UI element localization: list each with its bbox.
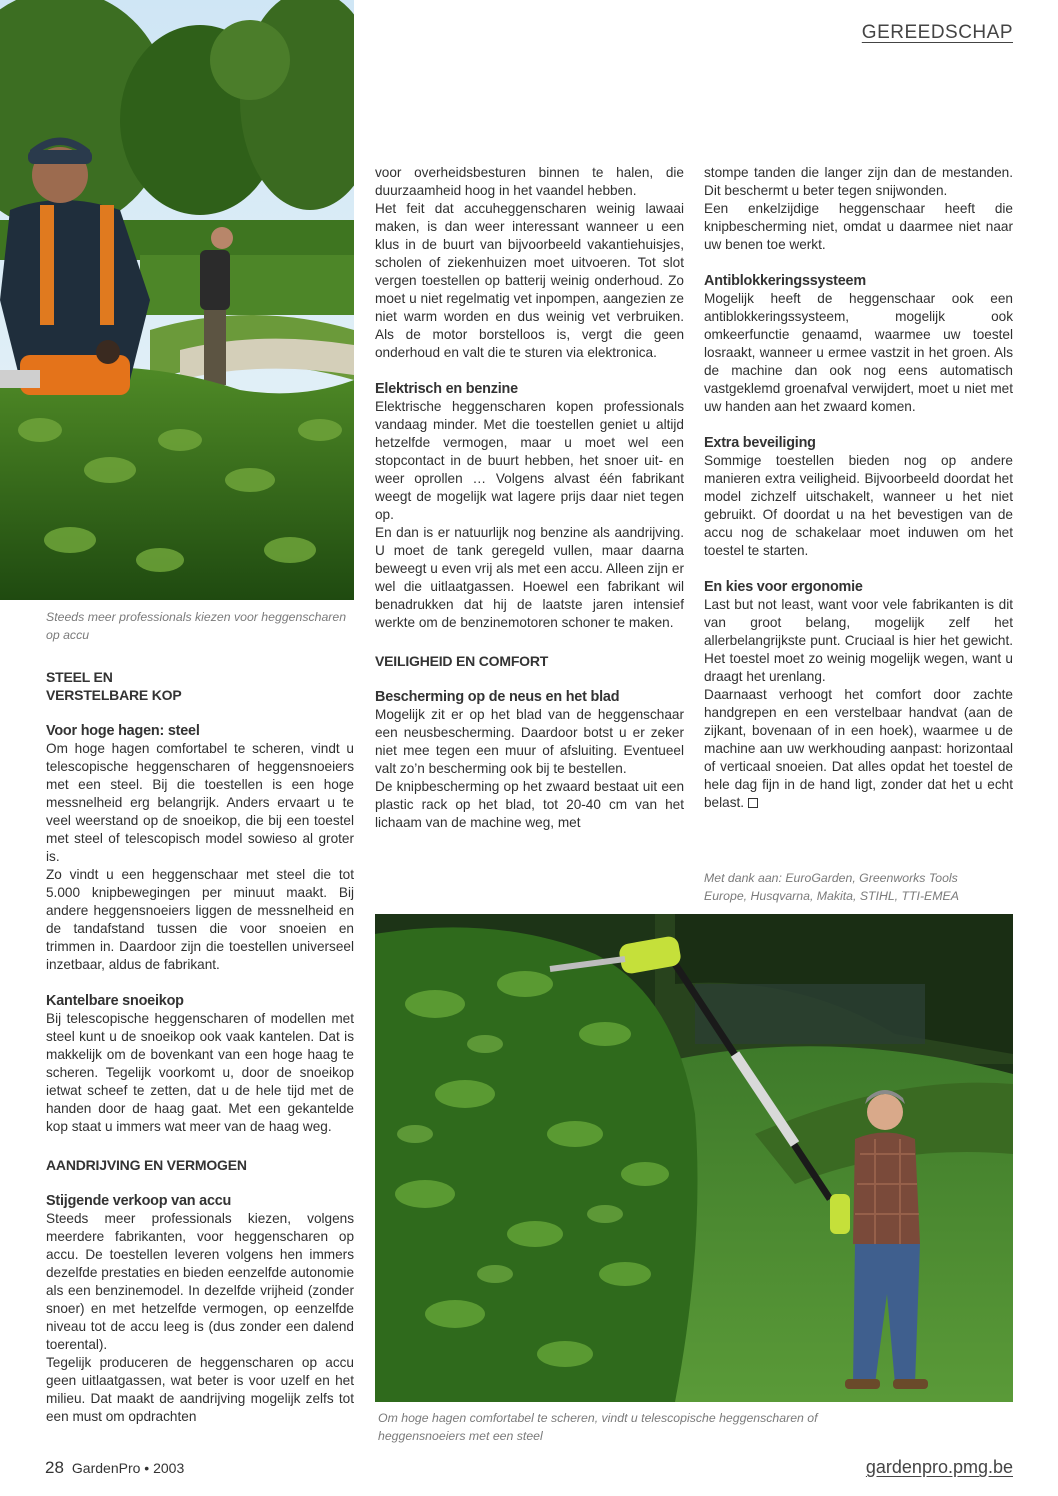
footer-page-info <box>45 1458 184 1478</box>
footer-url[interactable]: gardenpro.pmg.be <box>865 1457 1013 1477</box>
paragraph: Steeds meer professionals kiezen, volgens meerdere fabrikanten, voor heggenscharen op accu. De toestellen leveren volgens hen immers dezelfde prestaties en bieden eenzelfde autonomie als een benzinemodel. In dezelfde vrijheid (zonder snoer) en met hetzelfde vermogen, op eenzelfde niveau tot de accu leeg is (dus zonder een dalend toerental). <box>46 1211 354 1352</box>
heading-aandrijving: AANDRIJVING EN VERMOGEN <box>46 1157 247 1173</box>
column-1 <box>46 648 354 1426</box>
paragraph: voor overheidsbesturen binnen te halen, die duurzaamheid hoog in het vaandel hebben. <box>375 165 684 198</box>
photo-telescopic-trimmer <box>375 914 1013 1402</box>
credits: Met dank aan: EuroGarden, Greenworks Tools Europe, Husqvarna, Makita, STIHL, TTI-EMEA <box>704 871 959 903</box>
column-3 <box>704 164 1013 812</box>
telescopic-trimmer-photo-icon <box>375 914 1013 1402</box>
page-number: 28 <box>45 1458 64 1477</box>
paragraph: De knipbescherming op het zwaard bestaat uit een plastic rack op het blad, tot 20-40 cm van het lichaam van de machine weg, met <box>375 779 684 830</box>
column-2 <box>375 164 684 832</box>
paragraph: Tegelijk produceren de heggenscharen op accu geen uitlaatgassen, wat beter is voor uzelf en het milieu. Dat maakt de aandrijving mogelijk zelfs tot een must om opdrachten <box>46 1355 354 1424</box>
subheading-extra-beveiliging: Extra beveiliging <box>704 435 816 451</box>
photo-caption-bottom: Om hoge hagen comfortabel te scheren, vindt u telescopische heggenscharen of heggensnoeiers met een steel <box>378 1411 818 1443</box>
paragraph: stompe tanden die langer zijn dan de mestanden. Dit beschermt u beter tegen snijwonden. <box>704 165 1013 198</box>
paragraph: Sommige toestellen bieden nog op andere manieren extra veiligheid. Bijvoorbeeld doordat het model zichzelf uitschakelt, wanneer u het niet gebruikt. Of doordat u na het bevestigen van de accu nog de schakelaar moet induwen om het toestel te starten. <box>704 453 1013 558</box>
subheading-antiblokkering: Antiblokkeringssysteem <box>704 273 866 289</box>
paragraph: Elektrische heggenscharen kopen professionals vandaag minder. Met die toestellen geniet u altijd hetzelfde vermogen, maar u moet wel een stopcontact in de buurt hebben, het snoer uit- en weer oprollen … Volgens alvast één fabrikant weegt de mogelijk wat lagere prijs daar niet tegen op. <box>375 399 684 522</box>
subheading-bescherming: Bescherming op de neus en het blad <box>375 689 620 705</box>
paragraph: Bij telescopische heggenscharen of modellen met steel kunt u de snoeikop ook vaak kantelen. Dat is makkelijk om de bovenkant van een hoge haag te scheren. Tegelijk voorkomt u, door de snoeikop ietwat scheef te zetten, dat u de hele tijd met de handen door de haag gaat. Met een gekantelde kop staat u immers wat meer van de haag weg. <box>46 1011 354 1134</box>
photo-caption-top: Steeds meer professionals kiezen voor heggenscharen op accu <box>46 610 347 642</box>
paragraph: Mogelijk heeft de heggenschaar ook een antiblokkeringssysteem, mogelijk ook omkeerfunctie genaamd, waarmee uw toestel losraakt, wanneer u ermee vastzit in het groen. Als de machine dan ook nog eens automatisch vastgeklemd groenafval verwijdert, moet u niet met uw handen aan het zwaard komen. <box>704 291 1013 414</box>
paragraph: Om hoge hagen comfortabel te scheren, vindt u telescopische heggenscharen of heggensnoeiers met een steel. Bij die toestellen is een hoge messnelheid erg belangrijk. Anders ervaart u te veel weerstand op de snoeikop, die bij een toestel met steel of telescopisch model sowieso al groter is. <box>46 741 354 864</box>
heading-steel: STEEL EN VERSTELBARE KOP <box>46 669 182 703</box>
paragraph: Zo vindt u een heggenschaar met steel die tot 5.000 knipbewegingen per minuut maakt. Bij andere heggensnoeiers liggen de messnelheid en de tandafstand tussen die voor snoeien en trimmen in. Daardoor zijn die toestellen universeel inzetbaar, aldus de fabrikant. <box>46 867 354 972</box>
photo-gardeners <box>0 0 354 600</box>
gardeners-photo-icon <box>0 0 354 600</box>
paragraph: Last but not least, want voor vele fabrikanten is dit van groot belang, mogelijk zelf het allerbelangrijkste punt. Cruciaal is hier het gewicht. Het toestel moet zo weinig mogelijk wegen, want u draagt het urenlang. <box>704 597 1013 684</box>
paragraph-text: Daarnaast verhoogt het comfort door zachte handgrepen en een verstelbaar handvat (aan de zijkant, bovenaan of in een hoek), waarmee u de machine aan uw werkhouding aanpast: horizontaal of verticaal snoeien. Dat alles opdat het toestel de hele dag fijn in de hand ligt, zonder dat het u echt belast. <box>704 687 1013 810</box>
paragraph: Een enkelzijdige heggenschaar heeft die knipbescherming niet, omdat u daarmee niet naar uw benen toe werkt. <box>704 201 1013 252</box>
magazine-name: GardenPro • 2003 <box>71 1460 185 1476</box>
subheading-hoge-hagen: Voor hoge hagen: steel <box>46 723 200 739</box>
end-mark-icon <box>748 798 758 808</box>
section-tag: GEREEDSCHAP <box>861 22 1013 43</box>
paragraph: Het feit dat accuheggenscharen weinig lawaai maken, is dan weer interessant wanneer u een klus in de buurt van bijvoorbeeld vakantiehuisjes, scholen of ziekenhuizen moet uitvoeren. Tot slot vergen toestellen op batterij weinig onderhoud. Zo moet u niet regelmatig vet inpompen, aangezien ze niet warm worden en dus weinig vet verbruiken. Als de motor borstelloos is, vergt die geen onderhoud en valt die te sturen via elektronica. <box>375 201 684 360</box>
paragraph: En dan is er natuurlijk nog benzine als aandrijving. U moet de tank geregeld vullen, maar daarna beweegt u even vrij als met een accu. Alleen zijn er wel die uitlaatgassen. Hoewel een fabrikant wil benadrukken dat hij de laatste jaren intensief werkte om de benzinemotoren schoner te maken. <box>375 525 684 630</box>
subheading-kantelbaar: Kantelbare snoeikop <box>46 993 184 1009</box>
paragraph <box>704 686 1013 812</box>
paragraph: Mogelijk zit er op het blad van de heggenschaar een neusbescherming. Daardoor botst u er zeker niet mee tegen een muur of afsluiting. Eventueel valt zo’n bescherming ook bij te bestellen. <box>375 707 684 776</box>
heading-veiligheid: VEILIGHEID EN COMFORT <box>375 653 549 669</box>
subheading-accu: Stijgende verkoop van accu <box>46 1193 232 1209</box>
subheading-elektrisch: Elektrisch en benzine <box>375 381 518 397</box>
subheading-ergonomie: En kies voor ergonomie <box>704 579 863 595</box>
